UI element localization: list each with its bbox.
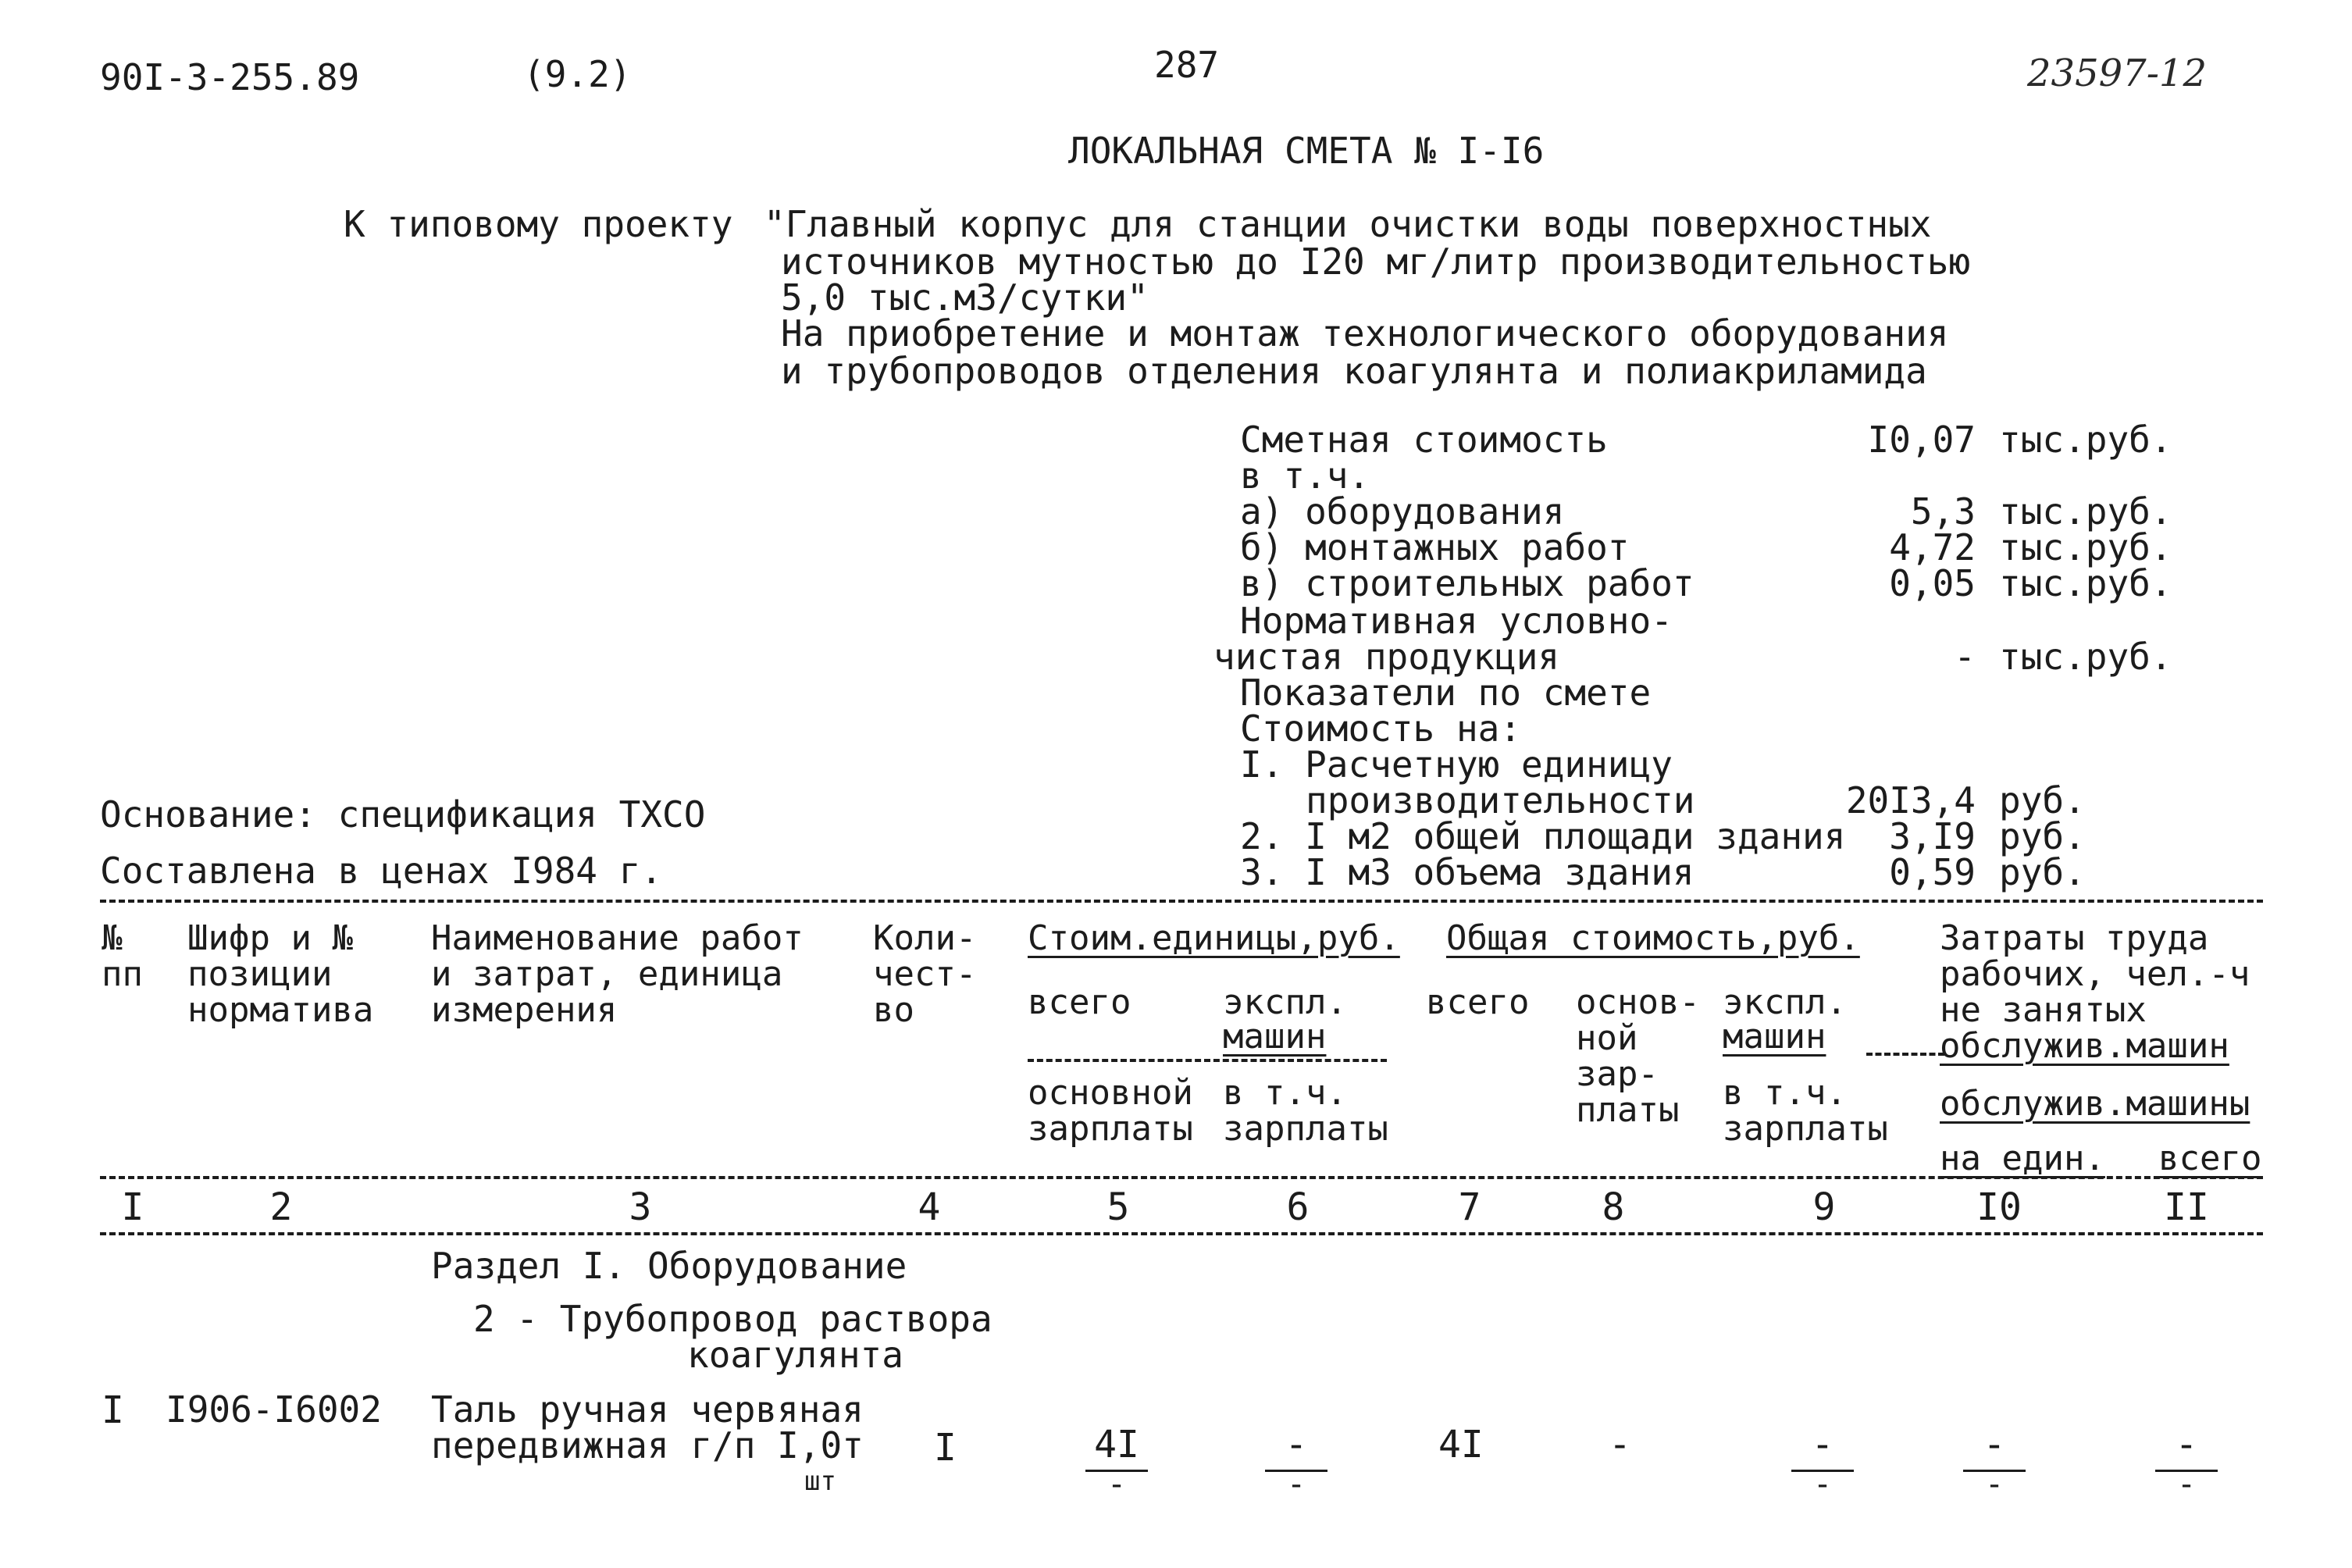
summary-label: Показатели по смете xyxy=(1240,672,1652,714)
column-numbers-rule xyxy=(100,1232,2263,1235)
summary-value: 20I3,4 xyxy=(1845,779,1976,821)
section-title: Раздел I. Оборудование xyxy=(431,1245,907,1287)
project-line-1: "Главный корпус для станции очистки воды поверхностных xyxy=(764,203,1932,245)
row-name-line2: передвижная г/п I,0т xyxy=(431,1424,864,1466)
column-number: 3 xyxy=(629,1185,652,1229)
row-col10-value xyxy=(1955,1423,2033,1502)
section-code: (9.2) xyxy=(523,53,632,95)
summary-label: производительности xyxy=(1306,779,1695,821)
col5-wages: - xyxy=(1107,1466,1127,1502)
header-col7: всего xyxy=(1426,982,1530,1022)
summary-label: Нормативная условно- xyxy=(1240,600,1673,642)
header-col9-line2: машин xyxy=(1723,1017,1826,1057)
header-bottom-rule xyxy=(100,1176,2263,1179)
summary-label: 3. I м3 объема здания xyxy=(1240,851,1695,893)
project-line-5: и трубопроводов отделения коагулянта и полиакриламида xyxy=(781,350,1927,392)
summary-unit: руб. xyxy=(1999,815,2086,857)
header-col2-line2: позиции xyxy=(187,954,333,994)
summary-label: Стоимость на: xyxy=(1240,707,1522,750)
document-code: 90I-3-255.89 xyxy=(100,56,360,98)
col10-per-unit-machines: - xyxy=(1984,1466,2005,1502)
col6-machines: - xyxy=(1285,1423,1308,1466)
project-prefix: К типовому проекту xyxy=(344,203,733,245)
summary-unit: тыс.руб. xyxy=(1999,490,2172,533)
document-title: ЛОКАЛЬНАЯ СМЕТА № I-I6 xyxy=(1068,130,1545,172)
summary-label: б) монтажных работ xyxy=(1240,526,1630,568)
header-col6-line4: зарплаты xyxy=(1223,1109,1388,1149)
summary-value: 4,72 xyxy=(1889,526,1976,568)
summary-value: 3,I9 xyxy=(1889,815,1976,857)
header-col8-line3: зар- xyxy=(1576,1054,1659,1094)
summary-value: 0,59 xyxy=(1889,851,1976,893)
header-col1-line1: № xyxy=(102,918,123,958)
column-number: 6 xyxy=(1286,1185,1310,1229)
header-labor-line1: Затраты труда xyxy=(1940,918,2209,958)
header-labor-line3: не занятых xyxy=(1940,990,2147,1030)
column-number: II xyxy=(2164,1185,2209,1229)
summary-label: Сметная стоимость xyxy=(1240,419,1608,461)
header-col5-line2: основной xyxy=(1028,1073,1193,1113)
summary-label: чистая продукция xyxy=(1213,636,1560,678)
handwritten-reference: 23597-12 xyxy=(2027,52,2207,95)
header-labor-line5: обслужив.машины xyxy=(1940,1084,2250,1124)
summary-label: I. Расчетную единицу xyxy=(1240,743,1673,786)
project-line-2: источников мутностью до I20 мг/литр производительностью xyxy=(781,241,1971,283)
col9-machines: - xyxy=(1811,1423,1834,1466)
header-col11: всего xyxy=(2158,1139,2262,1178)
header-col8-line1: основ- xyxy=(1576,982,1700,1022)
header-col6-line3: в т.ч. xyxy=(1223,1073,1347,1113)
summary-unit: тыс.руб. xyxy=(1999,636,2172,678)
header-col8-line2: ной xyxy=(1576,1018,1638,1058)
table-top-rule xyxy=(100,900,2263,903)
header-col6-line2: машин xyxy=(1223,1017,1327,1057)
row-col8-wages: - xyxy=(1609,1423,1631,1466)
row-number: I xyxy=(102,1388,124,1432)
basis-price-year: Составлена в ценах I984 г. xyxy=(100,850,663,892)
header-unit-cost-group: Стоим.единицы,руб. xyxy=(1028,918,1400,958)
header-col4-line3: во xyxy=(873,990,914,1030)
subsection-title-line2: коагулянта xyxy=(687,1334,903,1376)
summary-label: 2. I м2 общей площади здания xyxy=(1240,815,1846,857)
row-col7-total: 4I xyxy=(1438,1423,1484,1466)
header-col6-line1: экспл. xyxy=(1223,982,1347,1022)
basis-specification: Основание: спецификация ТХСО xyxy=(100,793,706,836)
header-col9-line3: в т.ч. xyxy=(1723,1073,1847,1113)
header-labor-line2: рабочих, чел.-ч xyxy=(1940,954,2250,994)
summary-label: в) строительных работ xyxy=(1240,562,1695,604)
col6-wages: - xyxy=(1286,1466,1306,1502)
summary-unit: тыс.руб. xyxy=(1999,419,2172,461)
row-col6-value xyxy=(1257,1423,1335,1502)
header-subrule-cols-5-6 xyxy=(1028,1059,1387,1062)
header-col2-line1: Шифр и № xyxy=(187,918,353,958)
header-col9-line4: зарплаты xyxy=(1723,1109,1888,1149)
row-name-line1: Таль ручная червяная xyxy=(431,1388,864,1431)
summary-unit: руб. xyxy=(1999,851,2086,893)
header-col4-line1: Коли- xyxy=(873,918,977,958)
header-col5-line1: всего xyxy=(1028,982,1131,1022)
col11-total: - xyxy=(2175,1423,2198,1466)
col10-per-unit: - xyxy=(1983,1423,2006,1466)
column-number: I xyxy=(121,1185,144,1229)
subsection-title-line1: 2 - Трубопровод раствора xyxy=(473,1298,992,1340)
summary-unit: тыс.руб. xyxy=(1999,526,2172,568)
header-col3-line1: Наименование работ xyxy=(431,918,804,958)
row-col11-value xyxy=(2147,1423,2225,1502)
header-col5-line3: зарплаты xyxy=(1028,1109,1193,1149)
page-number: 287 xyxy=(1154,44,1220,86)
summary-value: 5,3 xyxy=(1910,490,1976,533)
header-col4-line2: чест- xyxy=(873,954,977,994)
summary-label: в т.ч. xyxy=(1240,454,1370,497)
column-number: I0 xyxy=(1976,1185,2022,1229)
header-col3-line2: и затрат, единица xyxy=(431,954,783,994)
summary-value: I0,07 xyxy=(1867,419,1976,461)
column-number: 2 xyxy=(269,1185,293,1229)
row-code: I906-I6002 xyxy=(166,1388,382,1431)
header-col2-line3: норматива xyxy=(187,990,374,1030)
row-unit: шт xyxy=(804,1466,836,1497)
summary-value: - xyxy=(1954,636,1976,678)
project-line-4: На приобретение и монтаж технологического оборудования xyxy=(781,312,1949,355)
column-number: 8 xyxy=(1602,1185,1625,1229)
column-number: 5 xyxy=(1107,1185,1130,1229)
summary-label: а) оборудования xyxy=(1240,490,1565,533)
header-col1-line2: пп xyxy=(102,954,143,994)
summary-unit: руб. xyxy=(1999,779,2086,821)
col9-wages: - xyxy=(1812,1466,1833,1502)
project-line-3: 5,0 тыс.м3/сутки" xyxy=(781,276,1149,319)
row-quantity: I xyxy=(934,1426,957,1470)
header-col10: на един. xyxy=(1940,1139,2105,1178)
header-col8-line4: платы xyxy=(1576,1090,1680,1130)
column-number: 4 xyxy=(918,1185,941,1229)
header-col9-line1: экспл. xyxy=(1723,982,1847,1022)
col5-total: 4I xyxy=(1094,1423,1139,1466)
row-col5-value xyxy=(1078,1423,1156,1502)
summary-unit: тыс.руб. xyxy=(1999,562,2172,604)
row-col9-value xyxy=(1784,1423,1862,1502)
header-total-cost-group: Общая стоимость,руб. xyxy=(1446,918,1860,958)
summary-value: 0,05 xyxy=(1889,562,1976,604)
col11-total-machines: - xyxy=(2176,1466,2197,1502)
header-col3-line3: измерения xyxy=(431,990,618,1030)
header-labor-line4: обслужив.машин xyxy=(1940,1026,2229,1066)
column-number: 9 xyxy=(1812,1185,1836,1229)
column-number: 7 xyxy=(1458,1185,1481,1229)
header-subrule-col-9 xyxy=(1866,1053,1944,1056)
